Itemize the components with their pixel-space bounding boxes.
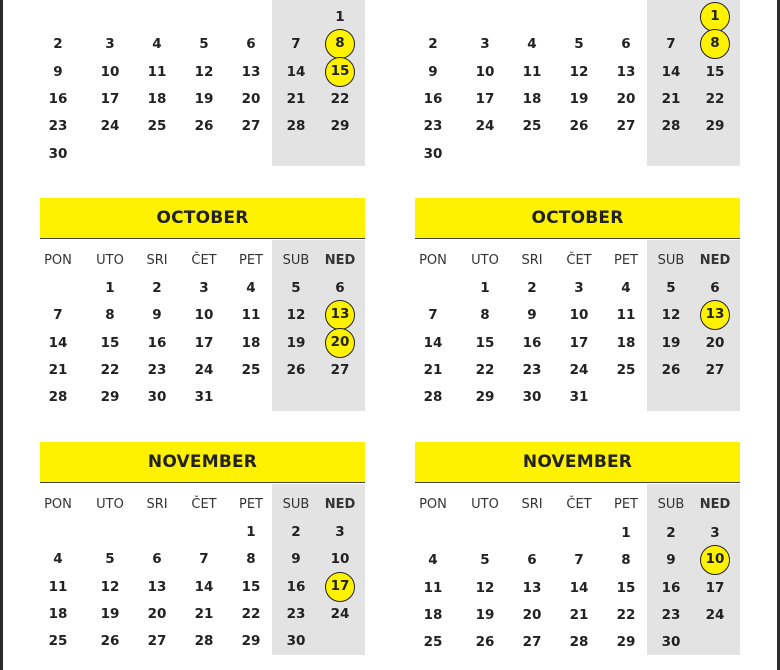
day-cell: 14 [194, 578, 214, 595]
weekday-label: ČET [566, 253, 592, 268]
day-cell: 22 [330, 90, 350, 107]
day-cell: 24 [475, 118, 495, 135]
day-cell: 24 [705, 606, 725, 623]
day-cell: 28 [569, 634, 589, 651]
day-cell: 14 [569, 579, 589, 596]
left-border [0, 0, 3, 670]
day-cell: 23 [661, 606, 681, 623]
day-cell: 21 [661, 90, 681, 107]
day-cell: 21 [194, 605, 214, 622]
highlighted-day: 20 [325, 328, 355, 358]
day-cell: 16 [147, 334, 167, 351]
day-cell: 8 [246, 551, 256, 568]
highlighted-day: 8 [700, 29, 730, 59]
weekday-label: ČET [566, 497, 592, 512]
day-cell: 30 [48, 145, 68, 162]
day-cell: 25 [423, 634, 443, 651]
day-cell: 1 [621, 525, 631, 541]
day-cell: 31 [569, 389, 589, 406]
weekday-label: NED [324, 253, 356, 268]
day-cell: 3 [574, 280, 584, 296]
day-cell: 9 [53, 63, 63, 80]
day-cell: 16 [286, 578, 306, 595]
weekday-label: NED [324, 497, 356, 512]
day-cell: 9 [152, 307, 162, 324]
day-cell: 11 [522, 63, 542, 80]
day-cell: 23 [147, 361, 167, 378]
day-cell: 28 [48, 389, 68, 406]
weekday-label: SRI [146, 497, 168, 512]
day-cell: 18 [241, 334, 261, 351]
weekday-label: SRI [146, 253, 168, 268]
day-cell: 31 [194, 389, 214, 406]
weekday-label: PET [614, 253, 638, 268]
highlighted-day: 15 [325, 57, 355, 87]
day-cell: 5 [666, 280, 676, 296]
day-cell: 15 [705, 63, 725, 80]
day-cell: 29 [705, 118, 725, 135]
day-cell: 16 [661, 579, 681, 596]
day-cell: 7 [291, 36, 301, 53]
day-cell: 1 [335, 9, 345, 25]
day-cell: 27 [330, 361, 350, 378]
day-cell: 29 [475, 389, 495, 406]
day-cell: 27 [705, 361, 725, 378]
day-cell: 12 [569, 63, 589, 80]
day-cell: 25 [147, 118, 167, 135]
day-cell: 15 [616, 579, 636, 596]
weekday-label: SUB [282, 253, 310, 268]
day-cell: 18 [423, 606, 443, 623]
day-cell: 15 [100, 334, 120, 351]
day-cell: 23 [423, 118, 443, 135]
day-cell: 5 [105, 551, 115, 568]
day-cell: 7 [428, 307, 438, 324]
day-cell: 27 [241, 118, 261, 135]
day-cell: 4 [246, 280, 256, 296]
weekday-label: UTO [96, 253, 124, 268]
day-cell: 25 [48, 633, 68, 650]
day-cell: 6 [335, 280, 345, 296]
day-cell: 2 [428, 36, 438, 53]
month-title: OCTOBER [40, 198, 365, 239]
day-cell: 19 [286, 334, 306, 351]
day-cell: 5 [291, 280, 301, 296]
day-cell: 27 [147, 633, 167, 650]
day-cell: 12 [100, 578, 120, 595]
day-cell: 28 [661, 118, 681, 135]
weekday-label: PON [419, 253, 447, 268]
day-cell: 7 [199, 551, 209, 568]
day-cell: 16 [48, 90, 68, 107]
day-cell: 28 [286, 118, 306, 135]
day-cell: 6 [152, 551, 162, 568]
day-cell: 13 [616, 63, 636, 80]
day-cell: 10 [569, 307, 589, 324]
day-cell: 9 [527, 307, 537, 324]
day-cell: 11 [423, 579, 443, 596]
highlighted-day: 1 [700, 2, 730, 32]
day-cell: 9 [666, 552, 676, 569]
calendar-oct-right [415, 198, 740, 411]
day-cell: 3 [480, 36, 490, 53]
day-cell: 8 [621, 552, 631, 569]
weekday-label: ČET [191, 497, 217, 512]
day-cell: 23 [48, 118, 68, 135]
day-cell: 14 [661, 63, 681, 80]
day-cell: 29 [616, 634, 636, 651]
day-cell: 3 [199, 280, 209, 296]
day-cell: 16 [522, 334, 542, 351]
day-cell: 19 [100, 605, 120, 622]
calendar-sept-left [40, 0, 365, 166]
day-cell: 5 [574, 36, 584, 53]
day-cell: 26 [286, 361, 306, 378]
day-cell: 13 [147, 578, 167, 595]
day-cell: 26 [569, 118, 589, 135]
day-cell: 21 [569, 606, 589, 623]
day-cell: 30 [147, 389, 167, 406]
day-cell: 18 [48, 605, 68, 622]
day-cell: 24 [330, 605, 350, 622]
day-cell: 14 [423, 334, 443, 351]
weekday-label: UTO [471, 497, 499, 512]
day-cell: 29 [100, 389, 120, 406]
day-cell: 10 [194, 307, 214, 324]
day-cell: 4 [152, 36, 162, 53]
day-cell: 12 [286, 307, 306, 324]
day-cell: 28 [423, 389, 443, 406]
weekday-label: PET [239, 253, 263, 268]
day-cell: 7 [574, 552, 584, 569]
weekday-label: PON [419, 497, 447, 512]
day-cell: 30 [286, 633, 306, 650]
day-cell: 27 [522, 634, 542, 651]
month-title: NOVEMBER [415, 442, 740, 483]
weekday-label: PET [614, 497, 638, 512]
day-cell: 26 [100, 633, 120, 650]
day-cell: 7 [53, 307, 63, 324]
day-cell: 22 [705, 90, 725, 107]
day-cell: 3 [335, 524, 345, 540]
day-cell: 2 [152, 280, 162, 296]
weekday-label: SUB [657, 253, 685, 268]
calendar-oct-left [40, 198, 365, 411]
weekday-label: PON [44, 253, 72, 268]
day-cell: 6 [621, 36, 631, 53]
day-cell: 19 [661, 334, 681, 351]
day-cell: 15 [241, 578, 261, 595]
weekday-label: SUB [657, 497, 685, 512]
highlighted-day: 13 [325, 300, 355, 330]
highlighted-day: 8 [325, 29, 355, 59]
day-cell: 21 [48, 361, 68, 378]
day-cell: 12 [194, 63, 214, 80]
day-cell: 20 [616, 90, 636, 107]
day-cell: 15 [475, 334, 495, 351]
day-cell: 2 [291, 524, 301, 540]
day-cell: 9 [291, 551, 301, 568]
day-cell: 17 [475, 90, 495, 107]
weekday-label: UTO [471, 253, 499, 268]
day-cell: 19 [569, 90, 589, 107]
day-cell: 14 [286, 63, 306, 80]
highlighted-day: 10 [700, 545, 730, 575]
day-cell: 16 [423, 90, 443, 107]
calendar-nov-left [40, 442, 365, 655]
day-cell: 26 [475, 634, 495, 651]
day-cell: 9 [428, 63, 438, 80]
day-cell: 4 [53, 551, 63, 568]
day-cell: 23 [286, 605, 306, 622]
day-cell: 6 [246, 36, 256, 53]
day-cell: 24 [194, 361, 214, 378]
day-cell: 22 [616, 606, 636, 623]
day-cell: 11 [147, 63, 167, 80]
day-cell: 11 [48, 578, 68, 595]
weekday-label: ČET [191, 253, 217, 268]
weekday-label: PON [44, 497, 72, 512]
calendar-sept-right [415, 0, 740, 166]
day-cell: 5 [199, 36, 209, 53]
day-cell: 26 [194, 118, 214, 135]
day-cell: 12 [475, 579, 495, 596]
day-cell: 13 [522, 579, 542, 596]
day-cell: 8 [105, 307, 115, 324]
highlighted-day: 13 [700, 300, 730, 330]
day-cell: 1 [480, 280, 490, 296]
day-cell: 25 [616, 361, 636, 378]
month-title: OCTOBER [415, 198, 740, 239]
day-cell: 3 [105, 36, 115, 53]
day-cell: 6 [527, 552, 537, 569]
day-cell: 18 [147, 90, 167, 107]
month-title: NOVEMBER [40, 442, 365, 483]
day-cell: 22 [100, 361, 120, 378]
day-cell: 20 [522, 606, 542, 623]
day-cell: 18 [522, 90, 542, 107]
day-cell: 11 [616, 307, 636, 324]
day-cell: 10 [475, 63, 495, 80]
weekday-label: NED [699, 253, 731, 268]
day-cell: 24 [100, 118, 120, 135]
day-cell: 17 [705, 579, 725, 596]
day-cell: 14 [48, 334, 68, 351]
day-cell: 20 [705, 334, 725, 351]
weekday-label: UTO [96, 497, 124, 512]
day-cell: 30 [423, 145, 443, 162]
day-cell: 21 [423, 361, 443, 378]
day-cell: 4 [428, 552, 438, 569]
weekday-label: NED [699, 497, 731, 512]
day-cell: 30 [661, 634, 681, 651]
weekday-label: PET [239, 497, 263, 512]
day-cell: 22 [475, 361, 495, 378]
day-cell: 10 [100, 63, 120, 80]
day-cell: 17 [100, 90, 120, 107]
day-cell: 4 [527, 36, 537, 53]
day-cell: 4 [621, 280, 631, 296]
day-cell: 1 [246, 524, 256, 540]
day-cell: 8 [480, 307, 490, 324]
day-cell: 11 [241, 307, 261, 324]
day-cell: 17 [194, 334, 214, 351]
weekday-label: SUB [282, 497, 310, 512]
day-cell: 22 [241, 605, 261, 622]
calendar-nov-right [415, 442, 740, 655]
day-cell: 30 [522, 389, 542, 406]
day-cell: 17 [569, 334, 589, 351]
day-cell: 29 [241, 633, 261, 650]
day-cell: 5 [480, 552, 490, 569]
day-cell: 23 [522, 361, 542, 378]
highlighted-day: 17 [325, 572, 355, 602]
day-cell: 25 [522, 118, 542, 135]
day-cell: 7 [666, 36, 676, 53]
day-cell: 20 [241, 90, 261, 107]
day-cell: 12 [661, 307, 681, 324]
day-cell: 20 [147, 605, 167, 622]
day-cell: 24 [569, 361, 589, 378]
day-cell: 19 [194, 90, 214, 107]
weekday-label: SRI [521, 253, 543, 268]
day-cell: 2 [53, 36, 63, 53]
day-cell: 6 [710, 280, 720, 296]
day-cell: 3 [710, 525, 720, 541]
day-cell: 18 [616, 334, 636, 351]
day-cell: 21 [286, 90, 306, 107]
day-cell: 19 [475, 606, 495, 623]
day-cell: 2 [527, 280, 537, 296]
day-cell: 27 [616, 118, 636, 135]
day-cell: 13 [241, 63, 261, 80]
day-cell: 28 [194, 633, 214, 650]
day-cell: 10 [330, 551, 350, 568]
day-cell: 2 [666, 525, 676, 541]
day-cell: 1 [105, 280, 115, 296]
weekday-label: SRI [521, 497, 543, 512]
day-cell: 29 [330, 118, 350, 135]
day-cell: 26 [661, 361, 681, 378]
day-cell: 25 [241, 361, 261, 378]
